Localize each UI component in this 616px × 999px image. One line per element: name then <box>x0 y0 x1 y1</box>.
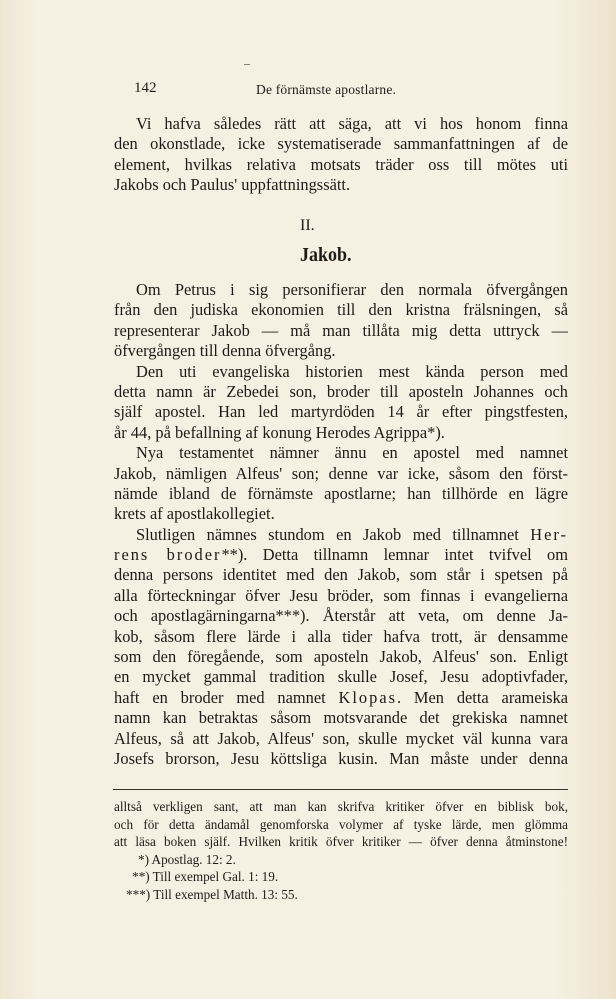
text-line: Vi hafva således rätt att säga, att vi hos honom finna <box>136 114 568 133</box>
emphasis-spaced: Klopas <box>338 687 397 707</box>
text-line: en mycket gammal tradition skulle Josef, Jesu adoptivfader, <box>114 667 568 687</box>
emphasis-spaced: rens broder <box>114 545 222 565</box>
line-fragment: **). Detta tillnamn lemnar intet tvifvel om <box>221 545 568 565</box>
text-line: denna persons identitet med den Jakob, som står i spetsen på <box>114 565 568 585</box>
text-line: Alfeus, så att Jakob, Alfeus' son, skulle mycket väl kunna vara <box>114 728 568 748</box>
text-line: den okonstlade, icke systematiserade sammanfattningen af de <box>114 134 568 154</box>
text-line: Nya testamentet nämner ännu en apostel med namnet <box>136 443 568 463</box>
text-line: kob, såsom flere lärde i alla tider hafva trott, är densamme <box>114 626 568 646</box>
body-text <box>114 280 568 769</box>
text-line <box>114 545 568 565</box>
text-line: Jakob, nämligen Alfeus' son; denne var icke, såsom den först- <box>114 463 568 483</box>
text-line: själf apostel. Han led martyrdöden 14 år efter pingstfesten, <box>114 402 568 422</box>
text-line: namn kan betraktas såsom motsvarande det grekiska namnet <box>114 708 568 728</box>
line-fragment: haft en broder med namnet <box>114 687 326 707</box>
text-line: år 44, på befallning af konung Herodes Agrippa*). <box>114 422 445 442</box>
footnote-ref-3: ***) Till exempel Matth. 13: 55. <box>126 886 298 902</box>
footnote-ref-1: *) Apostlag. 12: 2. <box>138 851 236 867</box>
section-title: Jakob. <box>300 244 352 266</box>
text-line: Josefs brorson, Jesu köttsliga kusin. Man måste under denna <box>114 748 568 768</box>
running-title: De förnämste apostlarne. <box>256 82 397 97</box>
text-line: element, hvilkas relativa motsats träder oss till mötes uti <box>114 154 568 174</box>
text-line: nämde ibland de förnämste apostlarne; han tillhörde en lägre <box>114 483 568 503</box>
text-line: öfvergången till denna öfvergång. <box>114 341 336 361</box>
line-fragment: Slutligen nämnes stundom en Jakob med tillnamnet <box>136 524 519 544</box>
text-line: alla förteckningar öfver Jesu bröder, som finnas i evangelierna <box>114 585 568 605</box>
section-number: II. <box>300 217 315 234</box>
emphasis-spaced: Her- <box>530 524 568 544</box>
text-line: detta namn är Zebedei son, broder till aposteln Johannes och <box>114 381 568 401</box>
text-line <box>114 688 568 708</box>
text-line: representerar Jakob — må man tillåta mig detta uttryck — <box>114 320 568 340</box>
text-line: Jakobs och Paulus' uppfattningssätt. <box>114 175 351 195</box>
text-line: från den judiska ekonomien till den kristna frälsningen, så <box>114 300 568 320</box>
footnote-line: att läsa boken själf. Hvilken kritik öfver kritiker — öfver denna åtminstone! <box>114 834 568 849</box>
footnote-line: och för detta ändamål genomforska volymer af tyske lärde, men glömma <box>114 816 568 832</box>
footnote-divider <box>113 789 568 790</box>
text-line: krets af apostlakollegiet. <box>114 504 275 524</box>
line-fragment: . Men detta arameiska <box>396 687 568 707</box>
page-number: 142 <box>134 80 157 96</box>
text-line: och apostlagärningarna***). Återstår att veta, om denne Ja- <box>114 606 568 626</box>
text-line: Om Petrus i sig personifierar den normala öfvergången <box>136 280 568 299</box>
page-header <box>134 80 574 104</box>
footnote-line: alltså verkligen sant, att man kan skrifva kritiker öfver en biblisk bok, <box>114 799 568 814</box>
intro-paragraph <box>114 114 568 196</box>
print-speck <box>244 64 250 65</box>
footnote-ref-2: **) Till exempel Gal. 1: 19. <box>132 869 279 884</box>
footnotes <box>114 798 568 903</box>
text-line <box>114 525 568 545</box>
text-line: Den uti evangeliska historien mest kända person med <box>136 361 568 381</box>
text-line: som den föregående, som aposteln Jakob, Alfeus' son. Enligt <box>114 647 568 667</box>
